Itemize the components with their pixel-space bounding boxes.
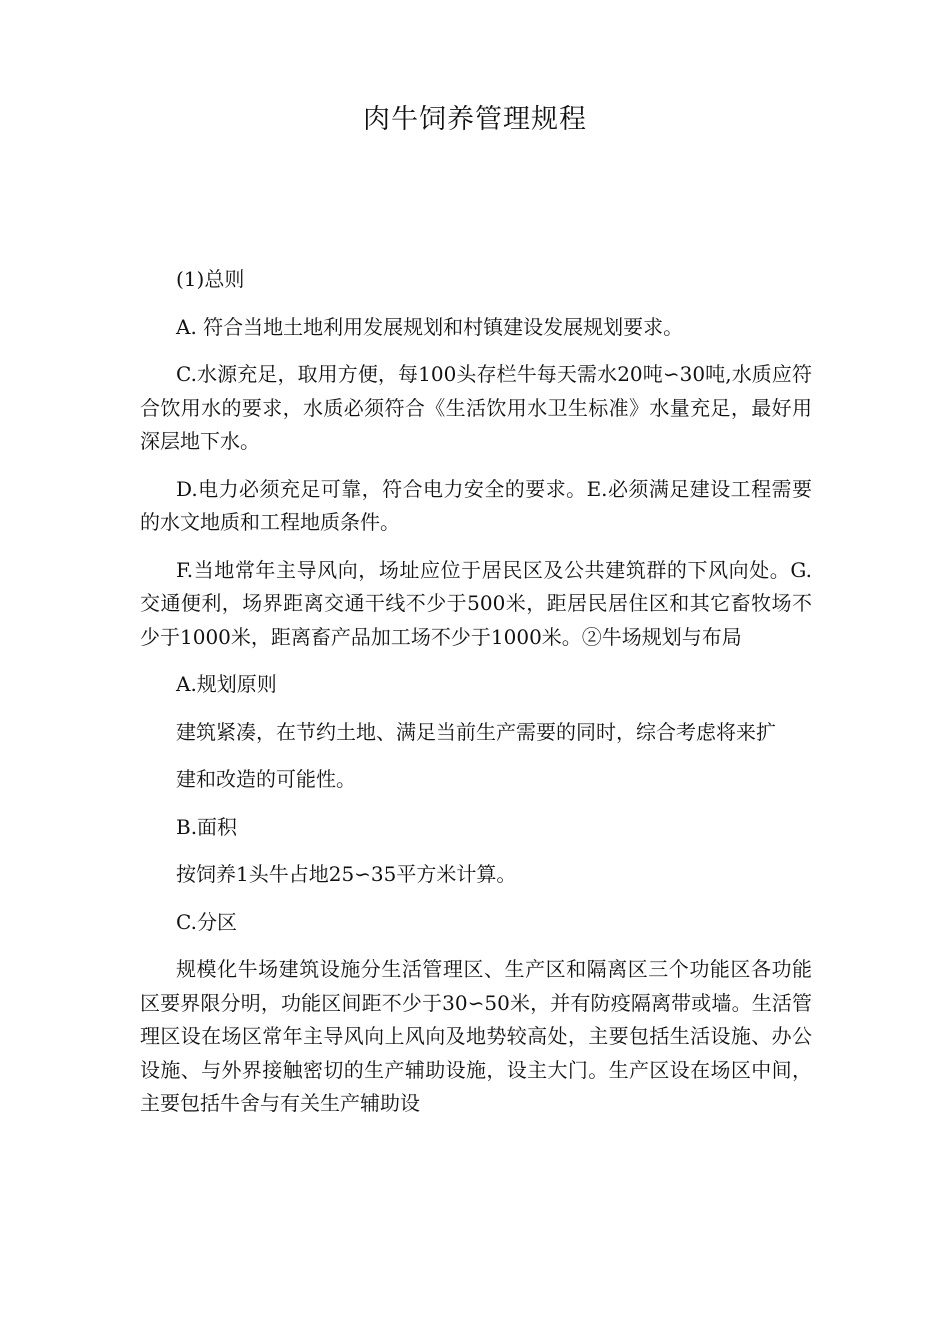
document-title: 肉牛饲养管理规程 (363, 104, 587, 135)
paragraph-wind-traffic: F.当地常年主导风向，场址应位于居民区及公共建筑群的下风向处。G.交通便利，场界距离交通干线不少于500米，距居民居住区和其它畜牧场不少于1000米，距离畜产品加工场不少于1000米。②牛场规划与布局 (140, 557, 812, 649)
paragraph-zoning-heading: C.分区 (176, 909, 237, 934)
paragraph-zoning: 规模化牛场建筑设施分生活管理区、生产区和隔离区三个功能区各功能区要界限分明，功能区间距不少于30∽50米，并有防疫隔离带或墙。生活管理区设在场区常年主导风向上风向及地势较高处，主要包括生活设施、办公设施、与外界接触密切的生产辅助设施，设主大门。生产区设在场区中间，主要包括牛舍与有关生产辅助设 (140, 957, 812, 1115)
paragraph-electricity: D.电力必须充足可靠，符合电力安全的要求。E.必须满足建设工程需要的水文地质和工程地质条件。 (140, 476, 812, 534)
paragraph-water-source: C.水源充足，取用方便，每100头存栏牛每天需水20吨∽30吨,水质应符合饮用水的要求，水质必须符合《生活饮用水卫生标准》水量充足，最好用深层地下水。 (140, 362, 812, 453)
paragraph-area-heading: B.面积 (176, 814, 238, 839)
paragraph-planning-principle-heading: A.规划原则 (176, 672, 277, 696)
document-body (140, 263, 812, 1135)
paragraph-area: 按饲养1头牛占地25∽35平方米计算。 (176, 862, 517, 886)
paragraph-planning-principle-cont: 建和改造的可能性。 (176, 767, 356, 791)
paragraph-land-planning: A. 符合当地土地利用发展规划和村镇建设发展规划要求。 (176, 314, 684, 339)
paragraph-planning-principle: 建筑紧凑，在节约土地、满足当前生产需要的同时，综合考虑将来扩 (176, 719, 776, 744)
paragraph-general: (1)总则 (176, 267, 245, 291)
